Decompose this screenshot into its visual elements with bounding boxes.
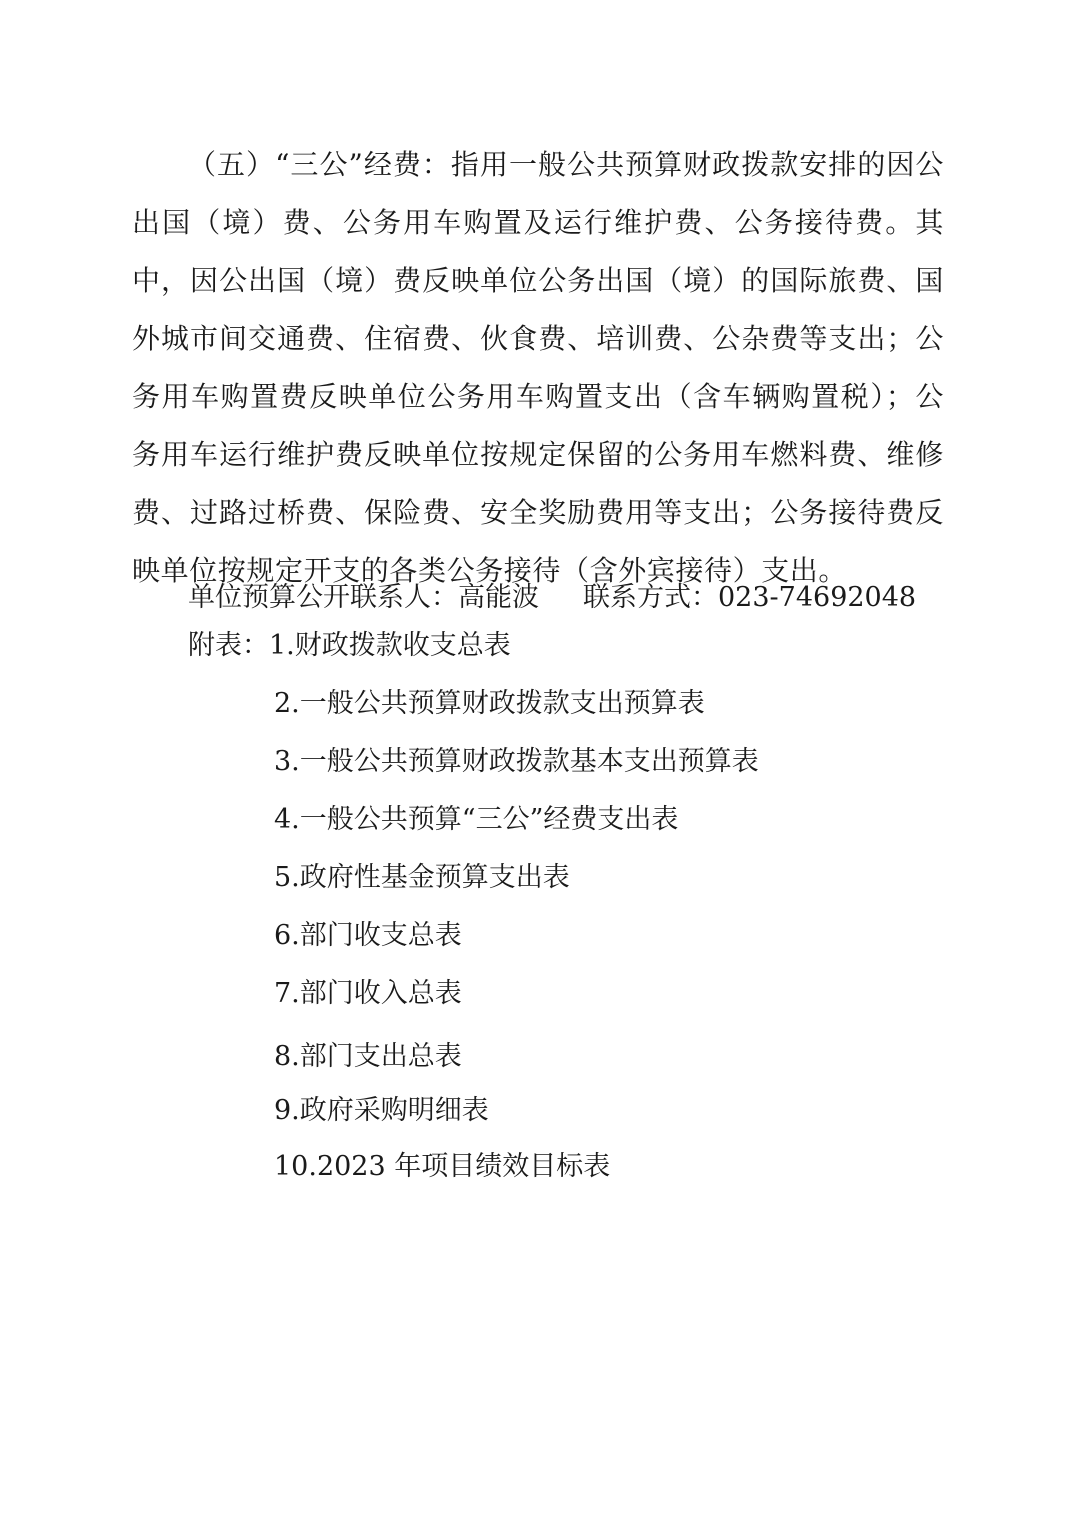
attachments-label: 附表： <box>188 630 269 661</box>
attachment-item-2: 2.一般公共预算财政拨款支出预算表 <box>274 688 705 719</box>
three-public-expenses-paragraph: （五）“三公”经费：指用一般公共预算财政拨款安排的因公出国（境）费、公务用车购置及运行维护费、公务接待费。其中，因公出国（境）费反映单位公务出国（境）的国际旅费、国外城市间交通费、住宿费、伙食费、培训费、公杂费等支出；公务用车购置费反映单位公务用车购置支出（含车辆购置税）；公务用车运行维护费反映单位按规定保留的公务用车燃料费、维修费、过路过桥费、保险费、安全奖励费用等支出；公务接待费反映单位按规定开支的各类公务接待（含外宾接待）支出。 <box>132 148 944 587</box>
attachment-item-1: 1.财政拨款收支总表 <box>269 630 511 661</box>
attachment-item-8: 8.部门支出总表 <box>274 1041 462 1072</box>
attachment-item-3: 3.一般公共预算财政拨款基本支出预算表 <box>274 746 759 777</box>
attachment-item-10: 10.2023 年项目绩效目标表 <box>274 1151 611 1182</box>
attachment-item-6: 6.部门收支总表 <box>274 920 462 951</box>
contact-line <box>188 574 948 622</box>
attachments-heading <box>188 624 511 668</box>
attachment-item-5: 5.政府性基金预算支出表 <box>274 862 570 893</box>
attachment-item-9: 9.政府采购明细表 <box>274 1095 489 1126</box>
contact-person: 单位预算公开联系人：高能波 <box>188 582 539 613</box>
attachment-item-7: 7.部门收入总表 <box>274 978 462 1009</box>
contact-phone: 联系方式：023-74692048 <box>583 582 917 613</box>
attachment-item-4: 4.一般公共预算“三公”经费支出表 <box>274 804 679 835</box>
